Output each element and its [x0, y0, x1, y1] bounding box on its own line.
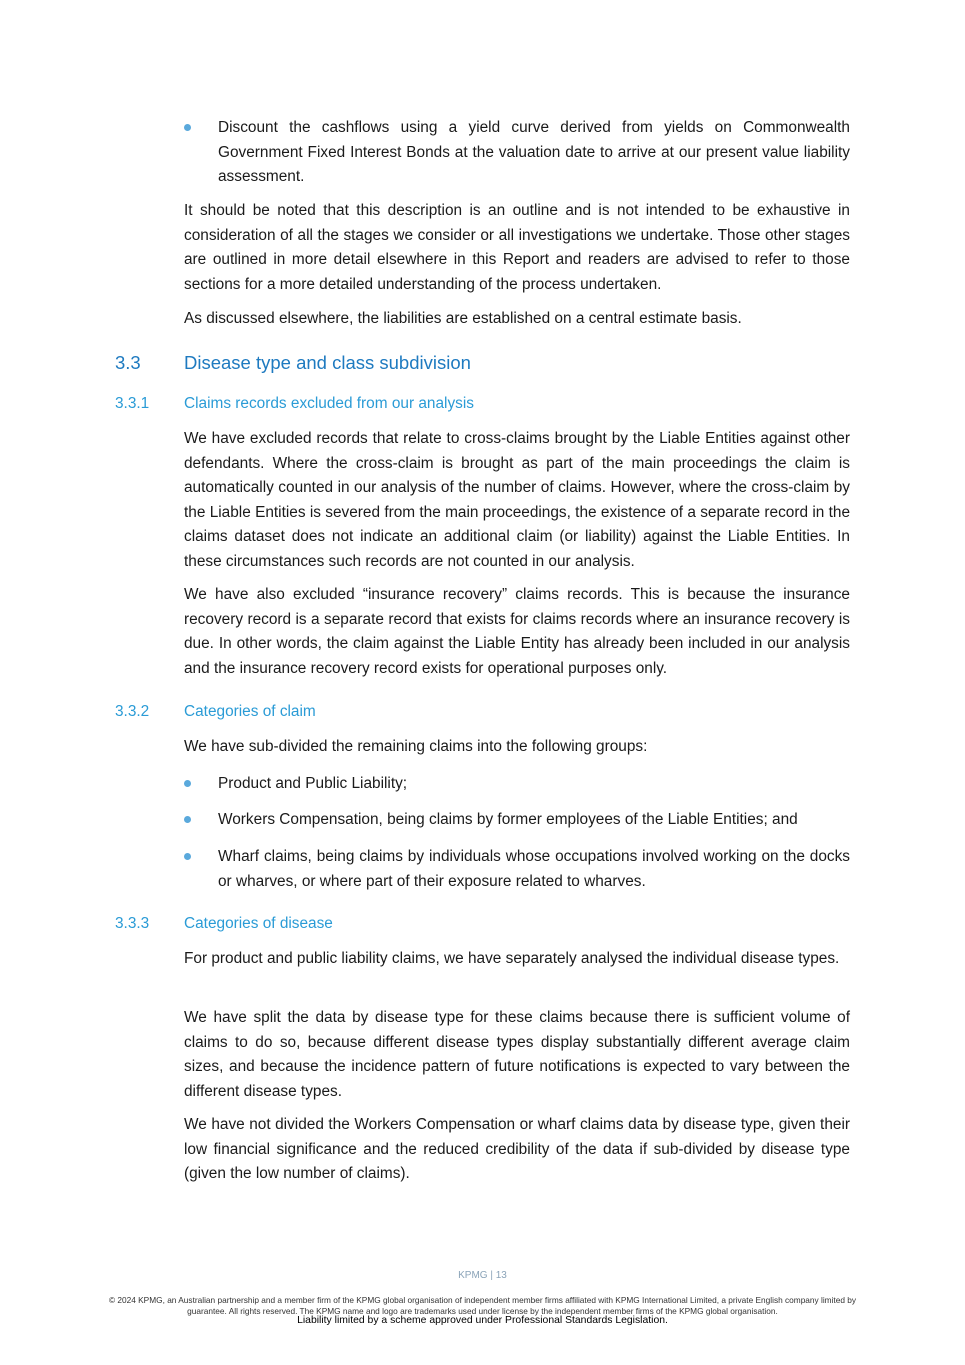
subsection-number: 3.3.2: [115, 703, 150, 720]
bullet-icon: [184, 853, 191, 860]
section-title: Disease type and class subdivision: [184, 352, 471, 373]
subsection-number: 3.3.3: [115, 915, 150, 932]
paragraph: For product and public liability claims, we have separately analysed the individual disease types.: [184, 950, 840, 967]
paragraph: We have not divided the Workers Compensation or wharf claims data by disease type, given their low financial significance and the reduced credibility of the data if sub-divided by disease type (given the low number of claims).: [184, 1116, 850, 1182]
bullet-icon: [184, 124, 191, 131]
paragraph-outline: It should be noted that this description is an outline and is not intended to be exhaustive in consideration of all the stages we consider or all investigations we undertake. Those other stages are outlined in more detail elsewhere in this Report and readers are advised to refer to those sections for a more detailed understanding of the process undertaken.: [184, 202, 850, 293]
legal-notice: © 2024 KPMG, an Australian partnership and a member firm of the KPMG global organisation of independent member firms affiliated with KPMG International Limited, a private English company limited by guarantee. All rights reserved. The KPMG name and logo are trademarks used under license by the independent member firms of the KPMG global organisation.: [108, 1295, 857, 1316]
list-item: Discount the cashflows using a yield curve derived from yields on Commonwealth Government Fixed Interest Bonds at the valuation date to arrive at our present value liability assessment.: [218, 119, 850, 185]
page-number: KPMG | 13: [458, 1270, 507, 1281]
bullet-icon: [184, 816, 191, 823]
subsection-number: 3.3.1: [115, 395, 150, 412]
list-item: Wharf claims, being claims by individuals whose occupations involved working on the docks or wharves, or where part of their exposure related to wharves.: [218, 848, 850, 890]
section-number: 3.3: [115, 352, 141, 373]
list-item: Workers Compensation, being claims by former employees of the Liable Entities; and: [218, 811, 798, 828]
paragraph: We have also excluded “insurance recovery” claims records. This is because the insurance recovery record is a separate record that exists for claims records where an insurance recovery is due. In other words, the claim against the Liable Entity has already been included in our analysis and the insurance recovery record exists for operational purposes only.: [184, 586, 850, 677]
subsection-title: Categories of claim: [184, 703, 316, 720]
paragraph-central-estimate: As discussed elsewhere, the liabilities are established on a central estimate basis.: [184, 310, 742, 327]
paragraph: We have sub-divided the remaining claims into the following groups:: [184, 738, 648, 755]
bullet-icon: [184, 780, 191, 787]
subsection-title: Claims records excluded from our analysis: [184, 395, 474, 412]
liability-statement: Liability limited by a scheme approved under Professional Standards Legislation.: [297, 1315, 668, 1326]
paragraph: We have excluded records that relate to cross-claims brought by the Liable Entities against other defendants. Where the cross-claim is brought as part of the main proceedings the claim is automatically counted in our analysis of the number of claims. However, where the cross-claim by the Liable Entities is severed from the main proceedings, the existence of a separate record in the claims dataset does not indicate an additional claim (or liability) against the Liable Entities. In these circumstances such records are not counted in our analysis.: [184, 430, 850, 570]
list-item: Product and Public Liability;: [218, 775, 408, 792]
paragraph: We have split the data by disease type for these claims because there is sufficient volume of claims to do so, because different disease types display substantially different average claim sizes, and because the incidence pattern of future notifications is expected to vary between the different disease types.: [184, 1009, 850, 1100]
subsection-title: Categories of disease: [184, 915, 333, 932]
